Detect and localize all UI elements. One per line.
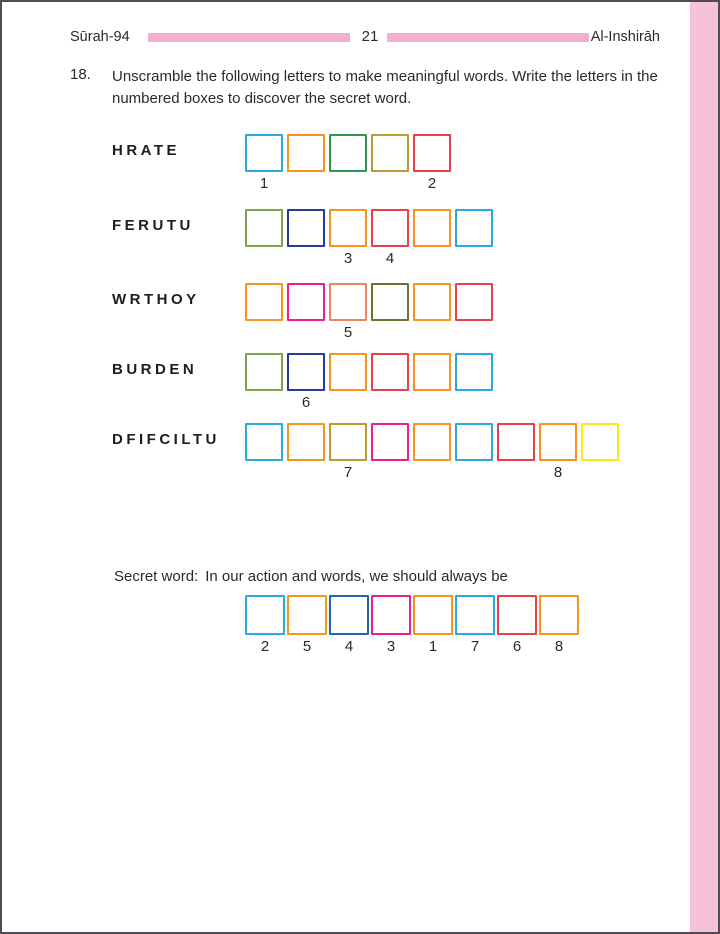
box-number: [472, 393, 476, 413]
question-text: [112, 66, 682, 110]
answer-box[interactable]: [287, 134, 325, 172]
secret-word-boxes: [245, 595, 579, 657]
letter-cell: [329, 283, 367, 343]
letter-cell: [287, 283, 325, 343]
letter-cell: [329, 134, 367, 194]
box-number: 7: [343, 464, 353, 481]
letter-cell: [455, 283, 493, 343]
box-number: [472, 463, 476, 483]
box-number: 5: [343, 324, 353, 341]
answer-box[interactable]: [329, 283, 367, 321]
letter-cell: [329, 209, 367, 269]
secret-box-number: 6: [512, 638, 522, 655]
box-number: [388, 393, 392, 413]
answer-box[interactable]: [371, 283, 409, 321]
answer-box[interactable]: [371, 209, 409, 247]
header-bar-left: [148, 33, 350, 42]
scrambled-word-label: BURDEN: [112, 361, 198, 378]
letter-cell: [329, 595, 369, 657]
letter-cell: [245, 134, 283, 194]
letter-cell: [455, 209, 493, 269]
secret-box-number: 5: [302, 638, 312, 655]
box-number: 4: [385, 250, 395, 267]
answer-box[interactable]: [455, 283, 493, 321]
box-number: 1: [259, 175, 269, 192]
answer-box[interactable]: [245, 595, 285, 635]
letter-cell: [245, 209, 283, 269]
letter-cell: [581, 423, 619, 483]
answer-box[interactable]: [539, 595, 579, 635]
box-number: [262, 463, 266, 483]
box-number: [430, 463, 434, 483]
letter-cell: [371, 209, 409, 269]
answer-box[interactable]: [245, 134, 283, 172]
letter-cell: [455, 353, 493, 413]
secret-box-number: 8: [554, 638, 564, 655]
answer-box[interactable]: [413, 209, 451, 247]
box-number: [262, 323, 266, 343]
answer-box[interactable]: [287, 595, 327, 635]
box-number: [388, 174, 392, 194]
scrambled-word-label: HRATE: [112, 142, 181, 159]
answer-box[interactable]: [329, 595, 369, 635]
answer-box[interactable]: [455, 353, 493, 391]
letter-cell: [371, 283, 409, 343]
answer-box[interactable]: [371, 595, 411, 635]
secret-box-number: 4: [344, 638, 354, 655]
answer-box[interactable]: [329, 134, 367, 172]
answer-box[interactable]: [329, 423, 367, 461]
letter-cell: [413, 283, 451, 343]
answer-box[interactable]: [413, 134, 451, 172]
letter-cell: [413, 353, 451, 413]
box-number: 6: [301, 394, 311, 411]
letter-cell: [371, 134, 409, 194]
answer-box[interactable]: [371, 134, 409, 172]
answer-box[interactable]: [245, 209, 283, 247]
letter-cell: [371, 423, 409, 483]
answer-box[interactable]: [329, 209, 367, 247]
letter-cell: [371, 353, 409, 413]
letter-cell: [455, 595, 495, 657]
answer-box[interactable]: [287, 423, 325, 461]
letter-cell: [413, 134, 451, 194]
box-number: [430, 323, 434, 343]
letter-cell: [245, 283, 283, 343]
scrambled-word-label: DFIFCILTU: [112, 431, 220, 448]
answer-box[interactable]: [581, 423, 619, 461]
box-number: [388, 463, 392, 483]
letter-cell: [287, 423, 325, 483]
secret-word-line: [114, 568, 508, 585]
letter-cell: [371, 595, 411, 657]
answer-box[interactable]: [287, 353, 325, 391]
letter-cell: [329, 423, 367, 483]
puzzle-row: [245, 283, 493, 343]
letter-cell: [497, 595, 537, 657]
box-number: 8: [553, 464, 563, 481]
letter-cell: [245, 423, 283, 483]
box-number: [346, 393, 350, 413]
box-number: [472, 249, 476, 269]
answer-box[interactable]: [287, 283, 325, 321]
letter-cell: [539, 423, 577, 483]
box-number: [430, 393, 434, 413]
letter-cell: [539, 595, 579, 657]
answer-box[interactable]: [287, 209, 325, 247]
answer-box[interactable]: [371, 423, 409, 461]
letter-cell: [413, 595, 453, 657]
letter-cell: [287, 134, 325, 194]
box-number: [262, 393, 266, 413]
letter-cell: [497, 423, 535, 483]
letter-cell: [287, 209, 325, 269]
answer-box[interactable]: [455, 209, 493, 247]
box-number: 3: [343, 250, 353, 267]
box-number: [430, 249, 434, 269]
answer-box[interactable]: [413, 353, 451, 391]
box-number: [388, 323, 392, 343]
letter-cell: [455, 423, 493, 483]
answer-box[interactable]: [413, 595, 453, 635]
answer-box[interactable]: [455, 595, 495, 635]
answer-box[interactable]: [539, 423, 577, 461]
answer-box[interactable]: [371, 353, 409, 391]
letter-cell: [287, 353, 325, 413]
header-surah-label: Sūrah-94: [70, 29, 130, 45]
box-number: [304, 463, 308, 483]
puzzle-row: [245, 353, 493, 413]
box-number: [304, 174, 308, 194]
header-page-number: 21: [361, 28, 379, 45]
answer-box[interactable]: [245, 353, 283, 391]
scrambled-word-label: WRTHOY: [112, 291, 200, 308]
secret-word-label: Secret word:: [114, 568, 199, 585]
answer-box[interactable]: [329, 353, 367, 391]
letter-cell: [245, 353, 283, 413]
answer-box[interactable]: [413, 283, 451, 321]
box-number: [304, 323, 308, 343]
box-number: 2: [427, 175, 437, 192]
letter-cell: [413, 423, 451, 483]
header-bar-right: [387, 33, 589, 42]
secret-box-number: 2: [260, 638, 270, 655]
puzzle-row: [245, 209, 493, 269]
puzzle-row: [245, 134, 451, 194]
answer-box[interactable]: [413, 423, 451, 461]
secret-box-number: 7: [470, 638, 480, 655]
letter-cell: [413, 209, 451, 269]
letter-cell: [329, 353, 367, 413]
question-number: 18.: [70, 66, 91, 83]
scrambled-word-label: FERUTU: [112, 217, 194, 234]
puzzle-row: [245, 423, 619, 483]
box-number: [304, 249, 308, 269]
question-text-line-2: numbered boxes to discover the secret word.: [112, 90, 412, 107]
letter-cell: [245, 595, 285, 657]
page-edge-strip: [690, 2, 718, 932]
question-text-line-1: Unscramble the following letters to make meaningful words. Write the letters in the: [112, 68, 658, 85]
answer-box[interactable]: [245, 283, 283, 321]
header-surah-name: Al-Inshirāh: [590, 29, 660, 45]
secret-box-number: 3: [386, 638, 396, 655]
letter-cell: [287, 595, 327, 657]
answer-box[interactable]: [497, 423, 535, 461]
box-number: [514, 463, 518, 483]
secret-word-prompt: In our action and words, we should always be: [205, 568, 508, 585]
secret-box-number: 1: [428, 638, 438, 655]
box-number: [598, 463, 602, 483]
answer-box[interactable]: [455, 423, 493, 461]
box-number: [346, 174, 350, 194]
box-number: [472, 323, 476, 343]
answer-box[interactable]: [497, 595, 537, 635]
box-number: [262, 249, 266, 269]
answer-box[interactable]: [245, 423, 283, 461]
